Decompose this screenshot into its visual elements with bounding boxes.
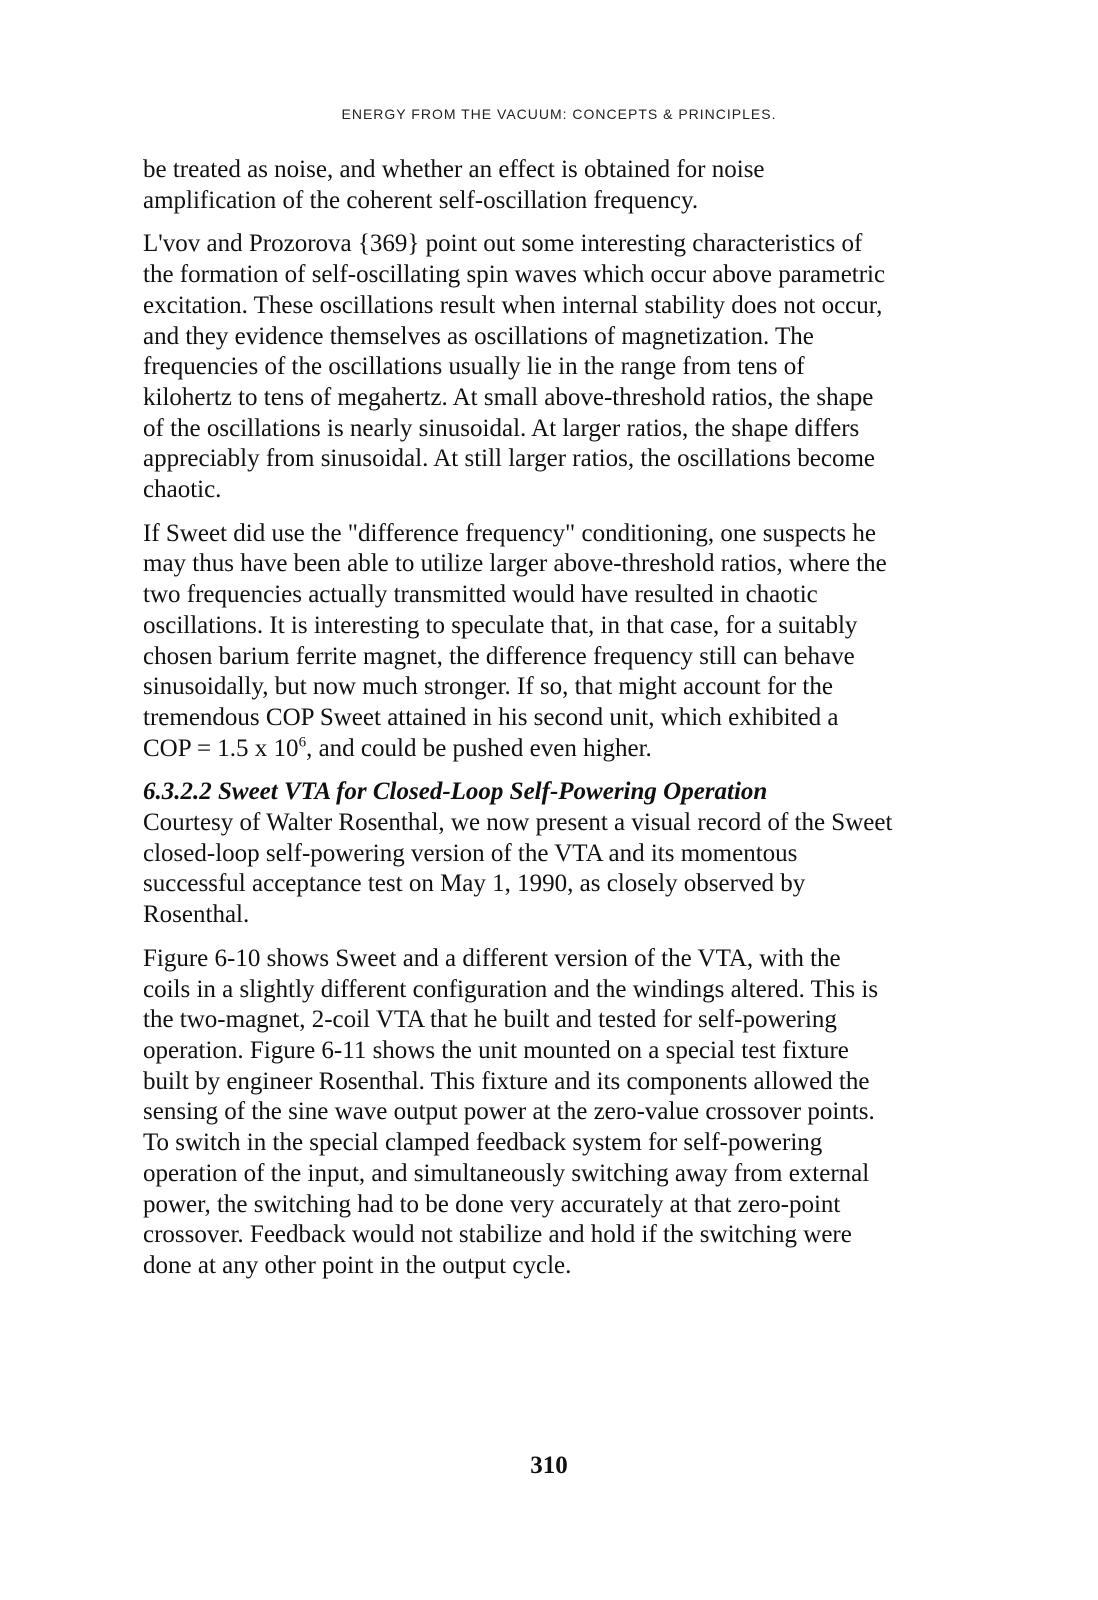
page-body: [143, 155, 973, 1295]
section-heading: 6.3.2.2 Sweet VTA for Closed-Loop Self-Powering Operation: [143, 778, 768, 806]
cop-exponent: 6: [298, 734, 307, 751]
paragraph-spin-waves: L'vov and Prozorova {369} point out some interesting characteristics of the formation of self-oscillating spin waves which occur above parametric excitation. These oscillations result when internal stability does not occur, and they evidence themselves as oscillations of magnetization. The frequencies of the oscillations usually lie in the range from tens of kilohertz to tens of megahertz. At small above-threshold ratios, the shape of the oscillations is nearly sinusoidal. At larger ratios, the shape differs appreciably from sinusoidal. At still larger ratios, the oscillations become chaotic.: [143, 230, 886, 504]
paragraph-noise-amplification: be treated as noise, and whether an effect is obtained for noise amplification of the coherent self-oscillation frequency.: [143, 156, 765, 214]
running-header: ENERGY FROM THE VACUUM: CONCEPTS & PRINCIPLES.: [341, 106, 777, 122]
paragraph-figure-description: Figure 6-10 shows Sweet and a different version of the VTA, with the coils in a slightly different configuration and the windings altered. This is the two-magnet, 2-coil VTA that he built and tested for self-powering operation. Figure 6-11 shows the unit mounted on a special test fixture built by engineer Rosenthal. This fixture and its components allowed the sensing of the sine wave output power at the zero-value crossover points. To switch in the special clamped feedback system for self-powering operation of the input, and simultaneously switching away from external power, the switching had to be done very accurately at that zero-point crossover. Feedback would not stabilize and hold if the switching were done at any other point in the output cycle.: [143, 944, 879, 1279]
cop-suffix: , and could be pushed even higher.: [306, 734, 652, 762]
paragraph-difference-frequency-text: If Sweet did use the "difference frequency" conditioning, one suspects he may thus have been able to utilize larger above-threshold ratios, where the two frequencies actually transmitted would have resulted in chaotic oscillations. It is interesting to speculate that, in that case, for a suitably chosen barium ferrite magnet, the difference frequency still can behave sinusoidally, but now much stronger. If so, that might account for the tremendous COP Sweet attained in his second unit, which exhibited a: [143, 519, 887, 731]
page-number: 310: [530, 1452, 568, 1479]
paragraph-rosenthal-record: Courtesy of Walter Rosenthal, we now present a visual record of the Sweet closed-loop self-powering version of the VTA and its momentous successful acceptance test on May 1, 1990, as closely observed by Rosenthal.: [143, 809, 893, 929]
cop-value: COP = 1.5 x 10: [143, 734, 299, 762]
paragraph-difference-frequency: [143, 519, 973, 765]
